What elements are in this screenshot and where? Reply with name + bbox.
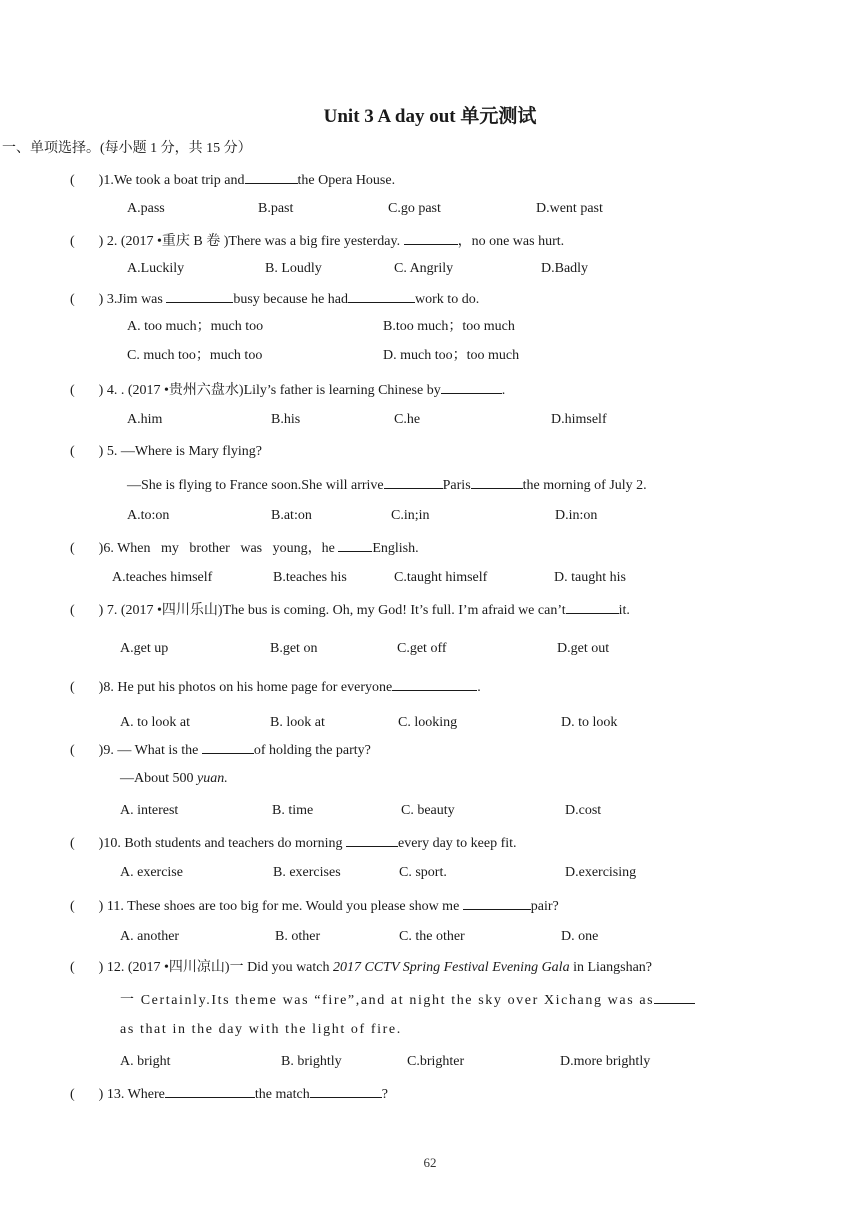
question-text: 2. (2017 •重庆 B 卷 )There was a big fire yesterday. bbox=[103, 234, 404, 249]
option-b: B. other bbox=[275, 929, 321, 944]
answer-paren-open: ( bbox=[70, 1087, 75, 1102]
question-text: 9. — What is the bbox=[103, 743, 202, 758]
option-a: A. exercise bbox=[120, 865, 183, 880]
answer-paren-open: ( bbox=[70, 603, 75, 618]
option-d: D.exercising bbox=[565, 865, 637, 880]
answer-paren-close: ) bbox=[98, 444, 104, 459]
option-c: C. much too；much too bbox=[127, 348, 263, 363]
option-a: A.to:on bbox=[127, 508, 170, 523]
option-d: D.went past bbox=[536, 201, 603, 216]
question-9-line-2 bbox=[120, 770, 228, 788]
answer-paren-open: ( bbox=[70, 899, 75, 914]
answer-paren-open: ( bbox=[70, 444, 75, 459]
option-a: A.teaches himself bbox=[112, 570, 213, 585]
answer-paren-open: ( bbox=[70, 541, 75, 556]
question-text: busy because he had bbox=[233, 292, 349, 307]
fill-blank[interactable] bbox=[166, 289, 233, 303]
question-5 bbox=[70, 443, 262, 461]
option-b: B.at:on bbox=[271, 508, 312, 523]
question-text: 12. (2017 •四川凉山)一 Did you watch bbox=[103, 960, 333, 975]
option-c: C. sport. bbox=[399, 865, 447, 880]
page-number: 62 bbox=[423, 1155, 437, 1170]
question-12 bbox=[70, 959, 652, 977]
answer-paren-open: ( bbox=[70, 743, 75, 758]
question-6 bbox=[70, 538, 419, 558]
answer-paren-close: ) bbox=[98, 960, 104, 975]
option-a: A. too much；much too bbox=[127, 319, 264, 334]
question-13 bbox=[70, 1084, 388, 1104]
option-c: C.go past bbox=[388, 201, 441, 216]
fill-blank[interactable] bbox=[165, 1084, 255, 1098]
answer-paren-close: ) bbox=[98, 899, 104, 914]
question-text: ? bbox=[381, 1087, 388, 1102]
question-12-line-2 bbox=[120, 990, 695, 1010]
question-3 bbox=[70, 289, 479, 309]
option-d: D.cost bbox=[565, 803, 602, 818]
option-d: D. taught his bbox=[554, 570, 626, 585]
question-text: yuan. bbox=[197, 771, 228, 786]
option-a: A. another bbox=[120, 929, 180, 944]
option-c: C.brighter bbox=[407, 1054, 465, 1069]
question-text: it. bbox=[618, 603, 630, 618]
answer-paren-open: ( bbox=[70, 680, 75, 695]
question-text: 10. Both students and teachers do morning bbox=[103, 836, 346, 851]
option-b: B. brightly bbox=[281, 1054, 342, 1069]
question-text: the match bbox=[254, 1087, 310, 1102]
fill-blank[interactable] bbox=[654, 990, 695, 1004]
question-1 bbox=[70, 170, 395, 190]
fill-blank[interactable] bbox=[471, 475, 523, 489]
option-c: C. beauty bbox=[401, 803, 455, 818]
answer-paren-open: ( bbox=[70, 383, 75, 398]
question-5-line-2 bbox=[127, 475, 647, 495]
option-c: C.he bbox=[394, 412, 421, 427]
option-d: D.Badly bbox=[541, 261, 589, 276]
question-text: 6. When my brother was young，he bbox=[103, 541, 339, 556]
answer-paren-close: ) bbox=[98, 292, 104, 307]
question-text: the Opera House. bbox=[297, 173, 396, 188]
question-text: the morning of July 2. bbox=[522, 478, 647, 493]
question-text: 1.We took a boat trip and bbox=[103, 173, 245, 188]
answer-paren-open: ( bbox=[70, 960, 75, 975]
fill-blank[interactable] bbox=[310, 1084, 382, 1098]
answer-paren-close: ) bbox=[98, 234, 104, 249]
option-b: B.teaches his bbox=[273, 570, 347, 585]
option-a: A. bright bbox=[120, 1054, 171, 1069]
option-d: D.more brightly bbox=[560, 1054, 651, 1069]
question-12-line-3: as that in the day with the light of fire. bbox=[120, 1022, 402, 1037]
option-a: A.pass bbox=[127, 201, 165, 216]
question-text: —She is flying to France soon.She will arrive bbox=[127, 478, 384, 493]
answer-paren-open: ( bbox=[70, 173, 75, 188]
answer-paren-open: ( bbox=[70, 292, 75, 307]
question-text: 3.Jim was bbox=[103, 292, 167, 307]
option-c: C.taught himself bbox=[394, 570, 488, 585]
option-b: B. exercises bbox=[273, 865, 341, 880]
option-a: A.him bbox=[127, 412, 163, 427]
option-b: B.past bbox=[258, 201, 294, 216]
option-d: D. to look bbox=[561, 715, 618, 730]
answer-paren-close: ) bbox=[98, 680, 104, 695]
question-text: of holding the party? bbox=[253, 743, 371, 758]
question-text: 4. . (2017 •贵州六盘水)Lily’s father is learning Chinese by bbox=[103, 383, 441, 398]
question-4 bbox=[70, 380, 505, 400]
question-11 bbox=[70, 896, 559, 916]
fill-blank[interactable] bbox=[346, 833, 398, 847]
question-text: 5. —Where is Mary flying? bbox=[103, 444, 262, 459]
question-text: 2017 CCTV Spring Festival Evening Gala bbox=[333, 960, 570, 975]
question-7 bbox=[70, 600, 630, 620]
option-c: C. the other bbox=[399, 929, 465, 944]
question-text: . bbox=[501, 383, 506, 398]
question-8 bbox=[70, 677, 481, 697]
option-d: D. one bbox=[561, 929, 599, 944]
option-c: C. Angrily bbox=[394, 261, 454, 276]
answer-paren-open: ( bbox=[70, 234, 75, 249]
question-10 bbox=[70, 833, 517, 853]
question-text: 8. He put his photos on his home page for everyone bbox=[103, 680, 393, 695]
question-text: —About 500 bbox=[120, 771, 197, 786]
option-c: C. looking bbox=[398, 715, 458, 730]
fill-blank[interactable] bbox=[566, 600, 619, 614]
fill-blank[interactable] bbox=[202, 740, 254, 754]
question-text: 13. Where bbox=[103, 1087, 165, 1102]
question-text: Paris bbox=[442, 478, 471, 493]
fill-blank[interactable] bbox=[463, 896, 531, 910]
question-text: 一 Certainly.Its theme was “fire”,and at night the sky over Xichang was as bbox=[120, 993, 655, 1008]
option-d: D. much too；too much bbox=[383, 348, 520, 363]
option-b: B.get on bbox=[270, 641, 318, 656]
fill-blank[interactable] bbox=[245, 170, 298, 184]
option-d: D.in:on bbox=[555, 508, 598, 523]
fill-blank[interactable] bbox=[392, 677, 477, 691]
option-a: A.get up bbox=[120, 641, 169, 656]
question-text: . bbox=[477, 680, 481, 695]
question-text: work to do. bbox=[415, 292, 480, 307]
answer-paren-close: ) bbox=[98, 603, 104, 618]
fill-blank[interactable] bbox=[441, 380, 502, 394]
option-c: C.in;in bbox=[391, 508, 430, 523]
fill-blank[interactable] bbox=[338, 538, 372, 552]
option-b: B. time bbox=[272, 803, 314, 818]
option-b: B. Loudly bbox=[265, 261, 322, 276]
fill-blank[interactable] bbox=[348, 289, 415, 303]
question-text: every day to keep fit. bbox=[397, 836, 517, 851]
question-text: 11. These shoes are too big for me. Would you please show me bbox=[103, 899, 463, 914]
option-d: D.himself bbox=[551, 412, 607, 427]
answer-paren-close: ) bbox=[98, 1087, 104, 1102]
answer-paren-close: ) bbox=[98, 541, 104, 556]
option-a: A.Luckily bbox=[127, 261, 185, 276]
question-text: 7. (2017 •四川乐山)The bus is coming. Oh, my God! It’s full. I’m afraid we can’t bbox=[103, 603, 566, 618]
answer-paren-open: ( bbox=[70, 836, 75, 851]
option-d: D.get out bbox=[557, 641, 610, 656]
page-title: Unit 3 A day out 单元测试 bbox=[323, 106, 537, 127]
answer-paren-close: ) bbox=[98, 836, 104, 851]
fill-blank[interactable] bbox=[384, 475, 443, 489]
question-9 bbox=[70, 740, 371, 760]
fill-blank[interactable] bbox=[404, 231, 458, 245]
option-c: C.get off bbox=[397, 641, 447, 656]
answer-paren-close: ) bbox=[98, 383, 104, 398]
section-heading: 一、单项选择。(每小题 1 分，共 15 分） bbox=[2, 141, 252, 156]
question-2 bbox=[70, 231, 564, 251]
question-text: English. bbox=[372, 541, 419, 556]
option-a: A. to look at bbox=[120, 715, 190, 730]
question-text: in Liangshan? bbox=[569, 960, 652, 975]
answer-paren-close: ) bbox=[98, 743, 104, 758]
answer-paren-close: ) bbox=[98, 173, 104, 188]
option-b: B.too much；too much bbox=[383, 319, 515, 334]
question-text: pair? bbox=[530, 899, 559, 914]
option-b: B. look at bbox=[270, 715, 325, 730]
option-a: A. interest bbox=[120, 803, 179, 818]
option-b: B.his bbox=[271, 412, 301, 427]
question-text: ，no one was hurt. bbox=[457, 234, 565, 249]
